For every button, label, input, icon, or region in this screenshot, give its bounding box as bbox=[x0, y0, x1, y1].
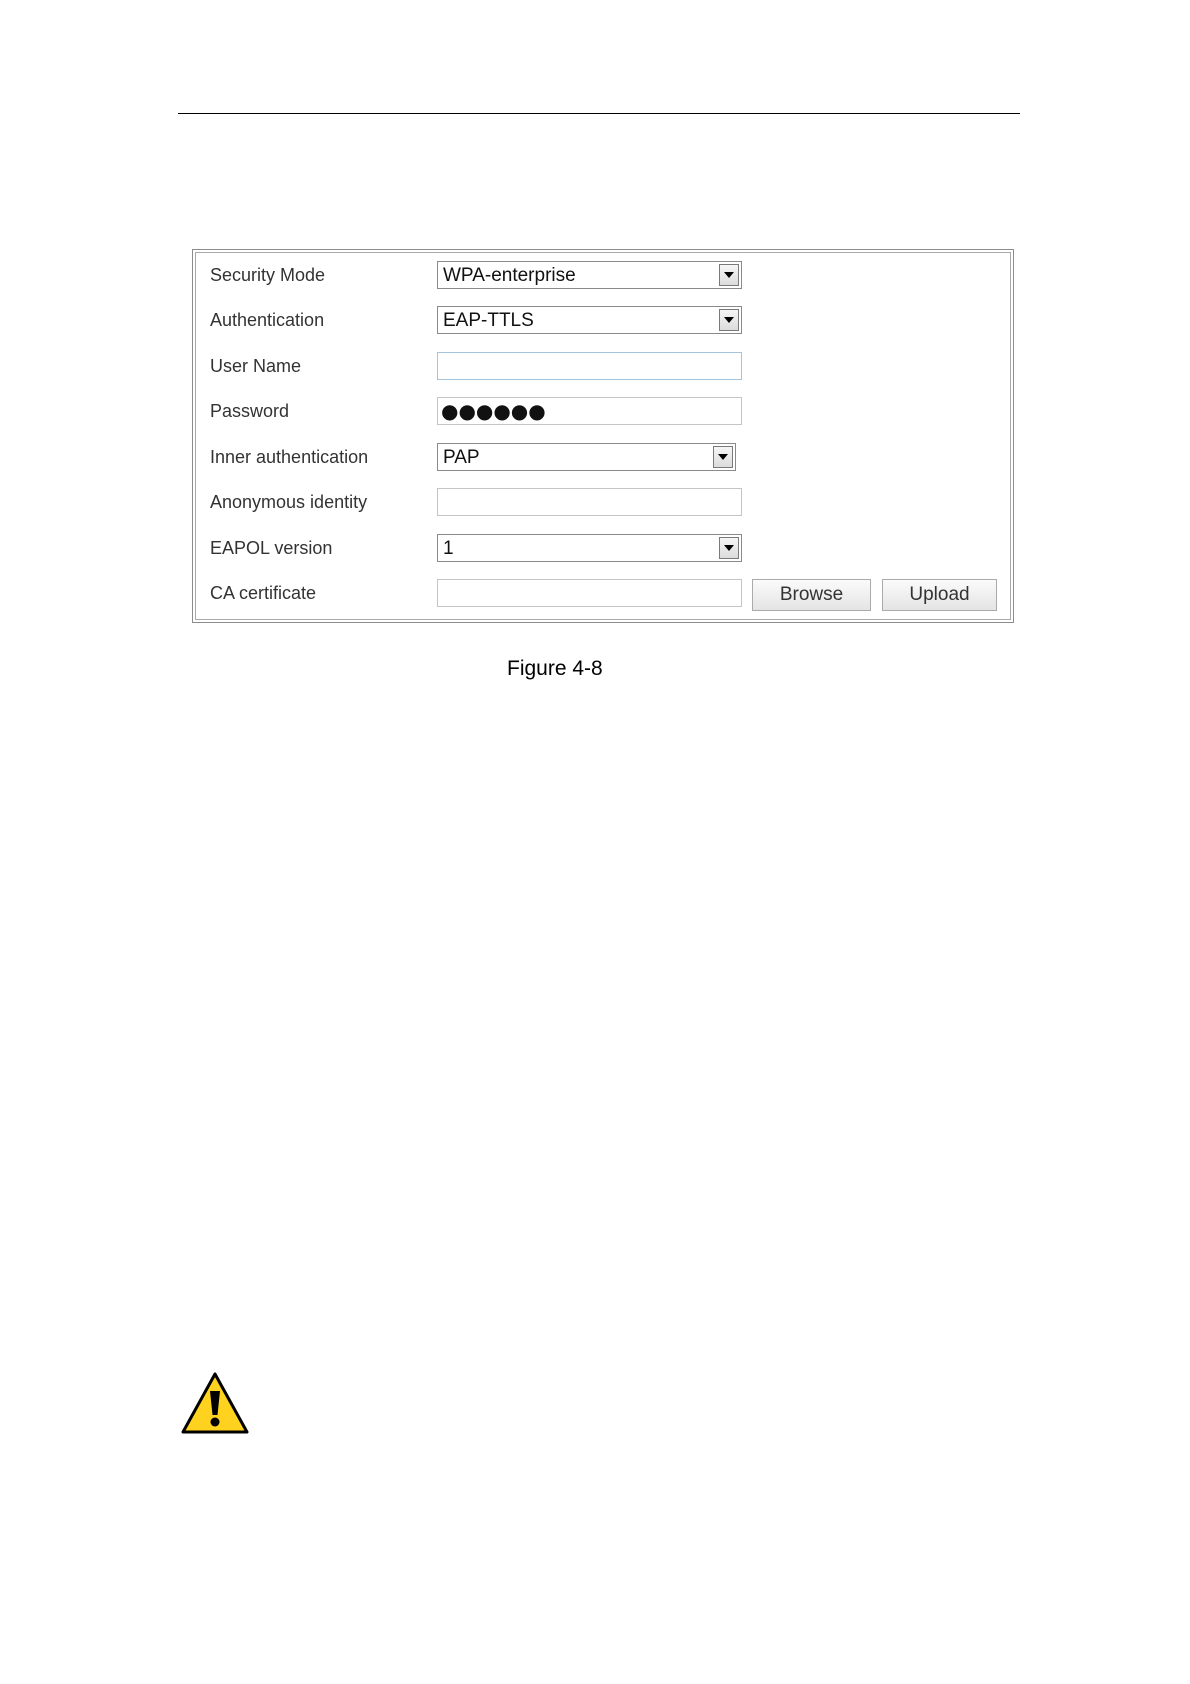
chevron-down-icon[interactable] bbox=[719, 309, 739, 331]
eapol-version-label: EAPOL version bbox=[210, 538, 333, 558]
form-panel-inner bbox=[195, 252, 1011, 620]
chevron-down-icon[interactable] bbox=[719, 264, 739, 286]
chevron-down-icon[interactable] bbox=[713, 446, 733, 468]
browse-button[interactable]: Browse bbox=[752, 579, 871, 611]
row-authentication bbox=[196, 306, 1010, 336]
row-password bbox=[196, 397, 1010, 427]
eapol-version-value: 1 bbox=[443, 538, 454, 559]
warning-icon bbox=[180, 1371, 250, 1435]
user-name-input[interactable] bbox=[437, 352, 742, 380]
row-anonymous-identity bbox=[196, 488, 1010, 518]
header-rule bbox=[178, 113, 1020, 114]
row-security-mode bbox=[196, 261, 1010, 291]
authentication-label: Authentication bbox=[210, 310, 325, 330]
row-inner-authentication bbox=[196, 443, 1010, 473]
eapol-version-select[interactable] bbox=[437, 534, 742, 562]
wifi-security-form bbox=[192, 249, 1014, 623]
password-input[interactable] bbox=[437, 397, 742, 425]
authentication-value: EAP-TTLS bbox=[443, 310, 534, 331]
password-mask: ●●●●●● bbox=[441, 399, 546, 423]
upload-button[interactable]: Upload bbox=[882, 579, 997, 611]
inner-authentication-value: PAP bbox=[443, 447, 480, 468]
anonymous-identity-input[interactable] bbox=[437, 488, 742, 516]
inner-authentication-select[interactable] bbox=[437, 443, 736, 471]
inner-authentication-label: Inner authentication bbox=[210, 447, 369, 467]
row-user-name bbox=[196, 352, 1010, 382]
password-label: Password bbox=[210, 401, 290, 421]
ca-certificate-label: CA certificate bbox=[210, 583, 317, 603]
security-mode-value: WPA-enterprise bbox=[443, 265, 576, 286]
chevron-down-icon[interactable] bbox=[719, 537, 739, 559]
row-eapol-version bbox=[196, 534, 1010, 564]
anonymous-identity-label: Anonymous identity bbox=[210, 492, 368, 512]
authentication-select[interactable] bbox=[437, 306, 742, 334]
figure-caption: Figure 4-8 bbox=[507, 657, 603, 680]
ca-certificate-input[interactable] bbox=[437, 579, 742, 607]
security-mode-label: Security Mode bbox=[210, 265, 326, 285]
security-mode-select[interactable] bbox=[437, 261, 742, 289]
row-ca-certificate bbox=[196, 579, 1010, 609]
user-name-label: User Name bbox=[210, 356, 302, 376]
